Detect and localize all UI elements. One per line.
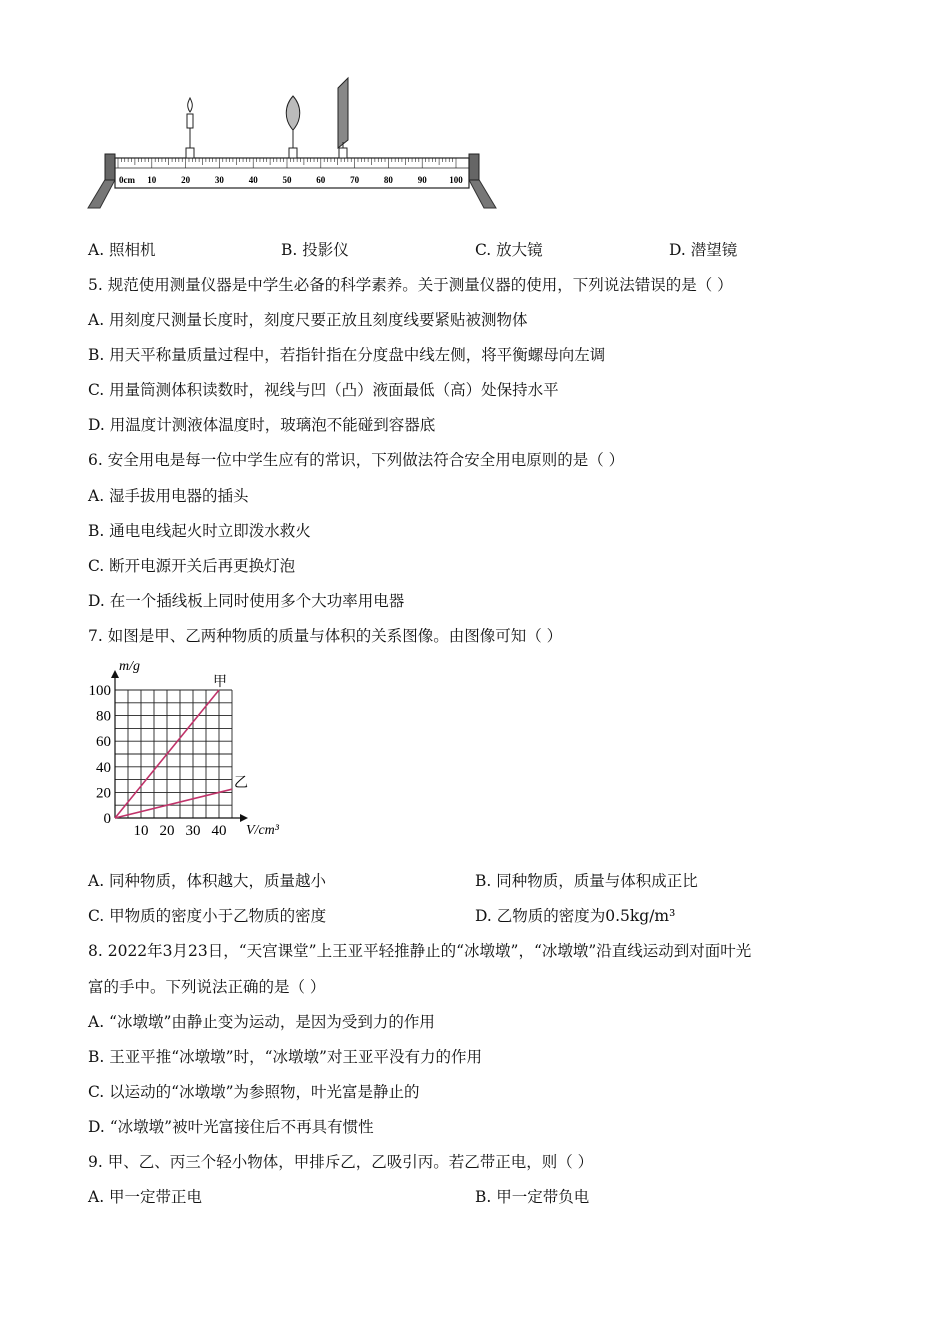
- x-tick-label: 20: [159, 823, 175, 839]
- ruler-label: 60: [316, 175, 326, 185]
- ruler-label: 20: [181, 175, 191, 185]
- q8-stem-line2: 富的手中。下列说法正确的是（ ）: [88, 978, 326, 996]
- q6-stem: 6. 安全用电是每一位中学生应有的常识，下列做法符合安全用电原则的是（ ）: [88, 451, 625, 469]
- q5-option-a[interactable]: A. 用刻度尺测量长度时，刻度尺要正放且刻度线要紧贴被测物体: [88, 311, 528, 329]
- q9-stem: 9. 甲、乙、丙三个轻小物体，甲排斥乙，乙吸引丙。若乙带正电，则（ ）: [88, 1153, 594, 1171]
- bench-right-leg: [468, 178, 496, 208]
- q7-option-d[interactable]: D. 乙物质的密度为0.5kg/m³: [475, 907, 676, 925]
- ruler-label: 70: [350, 175, 360, 185]
- ruler-label: 0cm: [119, 175, 135, 185]
- x-tick-label: 10: [133, 823, 149, 839]
- x-axis-arrow: [240, 814, 248, 822]
- series-label-2: 乙: [234, 776, 248, 792]
- bench-right-end: [469, 154, 479, 180]
- q9-option-a[interactable]: A. 甲一定带正电: [88, 1188, 203, 1206]
- q5-option-d[interactable]: D. 用温度计测液体温度时，玻璃泡不能碰到容器底: [88, 416, 436, 434]
- ruler-label: 90: [417, 175, 427, 185]
- y-tick-label: 100: [88, 683, 111, 699]
- light-screen-icon: [338, 78, 348, 158]
- q6-option-c[interactable]: C. 断开电源开关后再更换灯泡: [88, 557, 296, 575]
- ruler-label: 30: [214, 175, 224, 185]
- x-axis-label: V/cm³: [246, 823, 279, 838]
- q7-stem: 7. 如图是甲、乙两种物质的质量与体积的关系图像。由图像可知（ ）: [88, 627, 563, 645]
- y-tick-label: 0: [103, 811, 111, 827]
- optical-bench-figure: [86, 74, 498, 214]
- candle-icon: [186, 98, 194, 158]
- ruler-label: 80: [383, 175, 393, 185]
- q7-option-a[interactable]: A. 同种物质，体积越大，质量越小: [88, 872, 327, 890]
- ruler-label: 40: [248, 175, 258, 185]
- q4-option-c[interactable]: C. 放大镜: [475, 241, 543, 259]
- x-tick-label: 40: [211, 823, 227, 839]
- q9-option-b[interactable]: B. 甲一定带负电: [475, 1188, 590, 1206]
- ruler-label: 100: [449, 175, 463, 185]
- y-tick-label: 20: [96, 785, 111, 802]
- q4-option-a[interactable]: A. 照相机: [88, 241, 156, 259]
- q8-option-b[interactable]: B. 王亚平推“冰墩墩”时，“冰墩墩”对王亚平没有力的作用: [88, 1048, 482, 1066]
- q8-option-a[interactable]: A. “冰墩墩”由静止变为运动，是因为受到力的作用: [88, 1013, 435, 1031]
- q6-option-b[interactable]: B. 通电电线起火时立即泼水救火: [88, 522, 311, 540]
- q5-option-b[interactable]: B. 用天平称量质量过程中，若指针指在分度盘中线左侧，将平衡螺母向左调: [88, 346, 606, 364]
- q8-option-c[interactable]: C. 以运动的“冰墩墩”为参照物，叶光富是静止的: [88, 1083, 420, 1101]
- bench-rail: [115, 158, 469, 188]
- y-tick-label: 60: [96, 734, 111, 751]
- bench-left-leg: [88, 178, 116, 208]
- q4-option-d[interactable]: D. 潜望镜: [669, 241, 738, 259]
- x-tick-label: 30: [185, 823, 201, 839]
- q6-option-d[interactable]: D. 在一个插线板上同时使用多个大功率用电器: [88, 592, 405, 610]
- series-line-2: [115, 789, 232, 818]
- series-label-1: 甲: [213, 675, 227, 690]
- bench-left-end: [105, 154, 115, 180]
- y-axis-label: m/g: [119, 659, 140, 674]
- q6-option-a[interactable]: A. 湿手拔用电器的插头: [88, 487, 249, 505]
- mass-volume-chart: [86, 654, 306, 840]
- q5-stem: 5. 规范使用测量仪器是中学生必备的科学素养。关于测量仪器的使用，下列说法错误的是（ ）: [88, 276, 733, 294]
- ruler-label: 50: [282, 175, 292, 185]
- q4-option-b[interactable]: B. 投影仪: [281, 241, 349, 259]
- convex-lens-icon: [286, 96, 300, 158]
- q8-option-d[interactable]: D. “冰墩墩”被叶光富接住后不再具有惯性: [88, 1118, 374, 1136]
- q8-stem-line1: 8. 2022年3月23日，“天宫课堂”上王亚平轻推静止的“冰墩墩”，“冰墩墩”沿直线运动到对面叶光: [88, 942, 752, 960]
- y-tick-label: 40: [96, 759, 111, 776]
- ruler-label: 10: [147, 175, 157, 185]
- q5-option-c[interactable]: C. 用量筒测体积读数时，视线与凹（凸）液面最低（高）处保持水平: [88, 381, 559, 399]
- q7-option-c[interactable]: C. 甲物质的密度小于乙物质的密度: [88, 907, 327, 925]
- y-tick-label: 80: [96, 708, 111, 725]
- y-axis-arrow: [111, 670, 119, 678]
- q7-option-b[interactable]: B. 同种物质，质量与体积成正比: [475, 872, 698, 890]
